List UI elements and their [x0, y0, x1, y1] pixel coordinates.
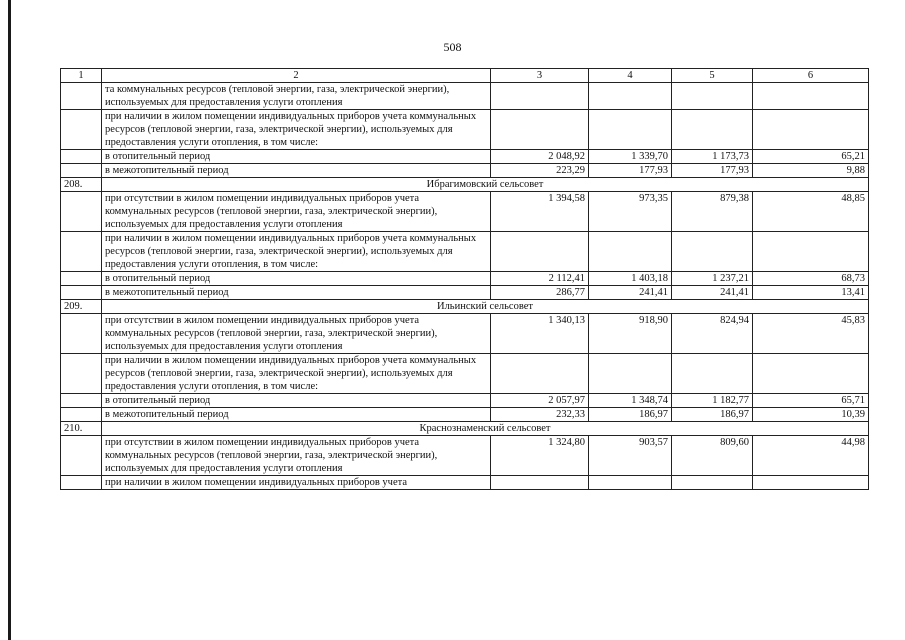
- value-cell: 1 324,80: [491, 436, 589, 476]
- row-description: та коммунальных ресурсов (тепловой энергии, газа, электрической энергии), используемых для предоставления услуги отопления: [102, 83, 491, 110]
- value-cell: 13,41: [753, 286, 869, 300]
- section-row: [61, 178, 869, 192]
- table-row: [61, 408, 869, 422]
- row-description: в межотопительный период: [102, 408, 491, 422]
- row-description: в отопительный период: [102, 150, 491, 164]
- value-cell: 824,94: [672, 314, 753, 354]
- row-description: при отсутствии в жилом помещении индивидуальных приборов учета коммунальных ресурсов (тепловой энергии, газа, электрической энергии), используемых для предоставления услуги отопления: [102, 436, 491, 476]
- table-row: [61, 83, 869, 110]
- table-row: [61, 354, 869, 394]
- value-cell: 1 237,21: [672, 272, 753, 286]
- section-row: [61, 300, 869, 314]
- column-header: 6: [753, 69, 869, 83]
- section-number: 209.: [61, 300, 102, 314]
- value-cell: 232,33: [491, 408, 589, 422]
- value-cell: 1 339,70: [589, 150, 672, 164]
- table-row: [61, 436, 869, 476]
- value-cell: 1 173,73: [672, 150, 753, 164]
- column-header: 5: [672, 69, 753, 83]
- value-cell: 1 348,74: [589, 394, 672, 408]
- value-cell: 973,35: [589, 192, 672, 232]
- scan-edge: [8, 0, 11, 640]
- tariff-table: [60, 68, 869, 490]
- value-cell: 918,90: [589, 314, 672, 354]
- table-row: [61, 164, 869, 178]
- table-row: [61, 286, 869, 300]
- section-name: Ильинский сельсовет: [102, 300, 869, 314]
- table-row: [61, 476, 869, 490]
- table-row: [61, 272, 869, 286]
- value-cell: 2 048,92: [491, 150, 589, 164]
- value-cell: 1 340,13: [491, 314, 589, 354]
- value-cell: 177,93: [589, 164, 672, 178]
- value-cell: 2 057,97: [491, 394, 589, 408]
- value-cell: 879,38: [672, 192, 753, 232]
- value-cell: 186,97: [672, 408, 753, 422]
- section-name: Ибрагимовский сельсовет: [102, 178, 869, 192]
- row-description: при наличии в жилом помещении индивидуальных приборов учета коммунальных ресурсов (тепловой энергии, газа, электрической энергии), используемых для предоставления услуги отопления, в том числе:: [102, 354, 491, 394]
- column-header: 2: [102, 69, 491, 83]
- row-description: в отопительный период: [102, 272, 491, 286]
- value-cell: 177,93: [672, 164, 753, 178]
- value-cell: 68,73: [753, 272, 869, 286]
- column-header: 3: [491, 69, 589, 83]
- row-description: при наличии в жилом помещении индивидуальных приборов учета: [102, 476, 491, 490]
- value-cell: 241,41: [672, 286, 753, 300]
- value-cell: 186,97: [589, 408, 672, 422]
- value-cell: 223,29: [491, 164, 589, 178]
- value-cell: 903,57: [589, 436, 672, 476]
- section-name: Краснознаменский сельсовет: [102, 422, 869, 436]
- table-row: [61, 314, 869, 354]
- value-cell: 286,77: [491, 286, 589, 300]
- value-cell: 65,21: [753, 150, 869, 164]
- value-cell: 1 394,58: [491, 192, 589, 232]
- value-cell: 1 403,18: [589, 272, 672, 286]
- section-number: 208.: [61, 178, 102, 192]
- value-cell: 48,85: [753, 192, 869, 232]
- column-header: 4: [589, 69, 672, 83]
- section-row: [61, 422, 869, 436]
- value-cell: 809,60: [672, 436, 753, 476]
- value-cell: 241,41: [589, 286, 672, 300]
- row-description: в отопительный период: [102, 394, 491, 408]
- row-description: при наличии в жилом помещении индивидуальных приборов учета коммунальных ресурсов (тепловой энергии, газа, электрической энергии), используемых для предоставления услуги отопления, в том числе:: [102, 110, 491, 150]
- value-cell: 10,39: [753, 408, 869, 422]
- value-cell: 44,98: [753, 436, 869, 476]
- row-description: при отсутствии в жилом помещении индивидуальных приборов учета коммунальных ресурсов (тепловой энергии, газа, электрической энергии), используемых для предоставления услуги отопления: [102, 314, 491, 354]
- row-description: при наличии в жилом помещении индивидуальных приборов учета коммунальных ресурсов (тепловой энергии, газа, электрической энергии), используемых для предоставления услуги отопления, в том числе:: [102, 232, 491, 272]
- row-description: в межотопительный период: [102, 286, 491, 300]
- page-number: 508: [443, 40, 462, 54]
- row-description: в межотопительный период: [102, 164, 491, 178]
- table-row: [61, 394, 869, 408]
- value-cell: 2 112,41: [491, 272, 589, 286]
- table-row: [61, 232, 869, 272]
- value-cell: 9,88: [753, 164, 869, 178]
- value-cell: 1 182,77: [672, 394, 753, 408]
- row-description: при отсутствии в жилом помещении индивидуальных приборов учета коммунальных ресурсов (тепловой энергии, газа, электрической энергии), используемых для предоставления услуги отопления: [102, 192, 491, 232]
- value-cell: 65,71: [753, 394, 869, 408]
- table-row: [61, 110, 869, 150]
- table-row: [61, 150, 869, 164]
- column-header: 1: [61, 69, 102, 83]
- section-number: 210.: [61, 422, 102, 436]
- table-header-row: [61, 69, 869, 83]
- table-row: [61, 192, 869, 232]
- value-cell: 45,83: [753, 314, 869, 354]
